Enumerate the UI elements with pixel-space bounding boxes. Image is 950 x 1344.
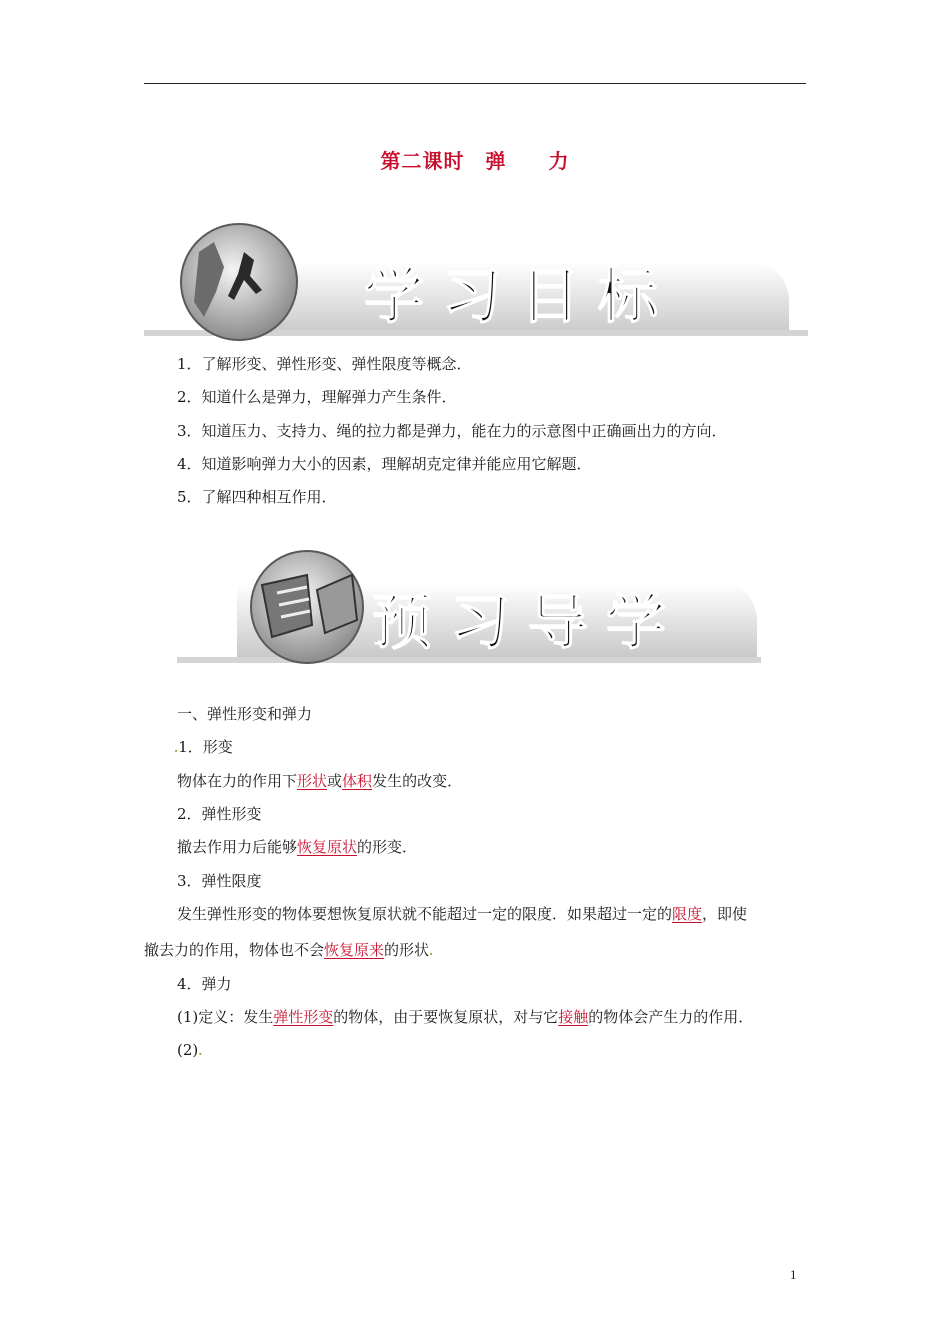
answer-blank: 恢复原来 xyxy=(324,941,385,959)
answer-blank: 形状 xyxy=(297,772,328,790)
subsection-3-text-line1: 发生弹性形变的物体要想恢复原状就不能超过一定的限度．如果超过一定的限度，即使 xyxy=(177,905,748,923)
marker-dot: . xyxy=(174,741,179,755)
banner1-text: 学习目标 xyxy=(364,262,676,332)
subsection-2-label: 2．弹性形变 xyxy=(177,805,262,823)
answer-blank: 限度 xyxy=(672,905,703,923)
answer-blank: 恢复原状 xyxy=(297,838,358,856)
answer-blank: 体积 xyxy=(342,772,373,790)
page-number: 1 xyxy=(790,1267,797,1282)
subsection-1-text: 物体在力的作用下形状或体积发生的改变． xyxy=(177,772,463,790)
subsection-4-item-2: (2). xyxy=(177,1041,203,1059)
page-title: 第二课时 弹 力 xyxy=(380,149,570,173)
objective-4: 4．知道影响弹力大小的因素，理解胡克定律并能应用它解题． xyxy=(177,455,592,473)
subsection-1-label: .1．形变 xyxy=(174,738,233,756)
subsection-3-label: 3．弹性限度 xyxy=(177,872,262,890)
marker-dot: . xyxy=(429,944,434,958)
objective-2: 2．知道什么是弹力，理解弹力产生条件． xyxy=(177,388,457,406)
answer-blank: 接触 xyxy=(558,1008,589,1026)
subsection-4-definition: (1)定义：发生弹性形变的物体，由于要恢复原状，对与它接触的物体会产生力的作用． xyxy=(177,1008,754,1026)
objective-5: 5．了解四种相互作用． xyxy=(177,488,337,506)
banner2-text: 预习导学 xyxy=(372,588,684,658)
subsection-4-label: 4．弹力 xyxy=(177,975,232,993)
subsection-2-text: 撤去作用力后能够恢复原状的形变． xyxy=(177,838,418,856)
banner-preview-guide xyxy=(177,545,761,667)
marker-dot: . xyxy=(198,1044,203,1058)
banner-learning-objectives xyxy=(144,222,808,346)
objective-3: 3．知道压力、支持力、绳的拉力都是弹力，能在力的示意图中正确画出力的方向． xyxy=(177,422,727,440)
answer-blank: 弹性形变 xyxy=(273,1008,334,1026)
subsection-3-text-line2: 撤去力的作用，物体也不会恢复原来的形状. xyxy=(144,941,434,959)
section-heading: 一、弹性形变和弹力 xyxy=(177,705,313,723)
header-rule xyxy=(144,83,806,84)
objective-1: 1．了解形变、弹性形变、弹性限度等概念． xyxy=(177,355,472,373)
